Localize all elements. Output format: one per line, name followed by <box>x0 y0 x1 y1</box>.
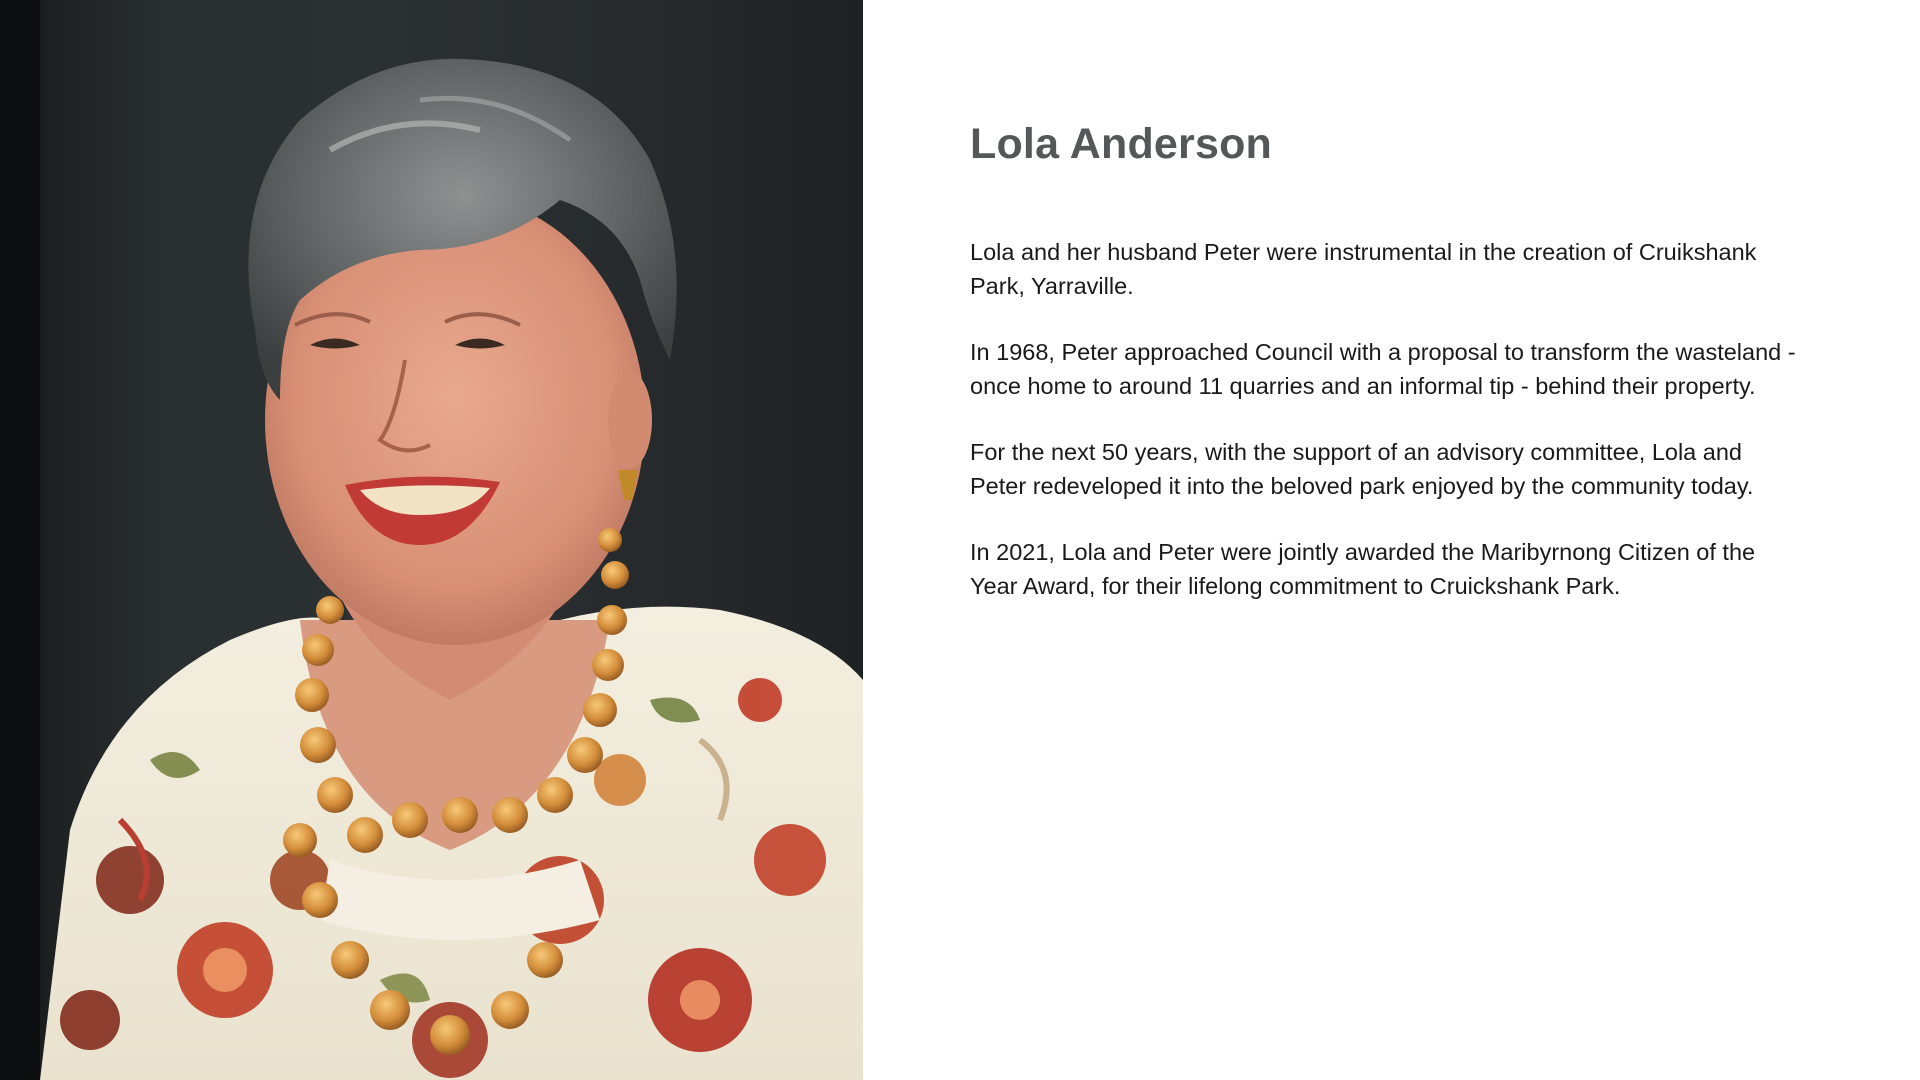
page-title: Lola Anderson <box>970 120 1273 168</box>
bio-paragraph: In 2021, Lola and Peter were jointly awarded the Maribyrnong Citizen of the Year Award, for their lifelong commitment to Cruickshank Park. <box>970 539 1756 599</box>
profile-content <box>970 0 1800 1080</box>
bio-text <box>970 236 1800 636</box>
portrait-illustration <box>0 0 863 1080</box>
portrait-photo <box>0 0 863 1080</box>
bio-paragraph: Lola and her husband Peter were instrumental in the creation of Cruikshank Park, Yarraville. <box>970 239 1757 299</box>
bio-paragraph: For the next 50 years, with the support of an advisory committee, Lola and Peter redeveloped it into the beloved park enjoyed by the community today. <box>970 439 1754 499</box>
bio-paragraph: In 1968, Peter approached Council with a proposal to transform the wasteland - once home to around 11 quarries and an informal tip - behind their property. <box>970 339 1796 399</box>
